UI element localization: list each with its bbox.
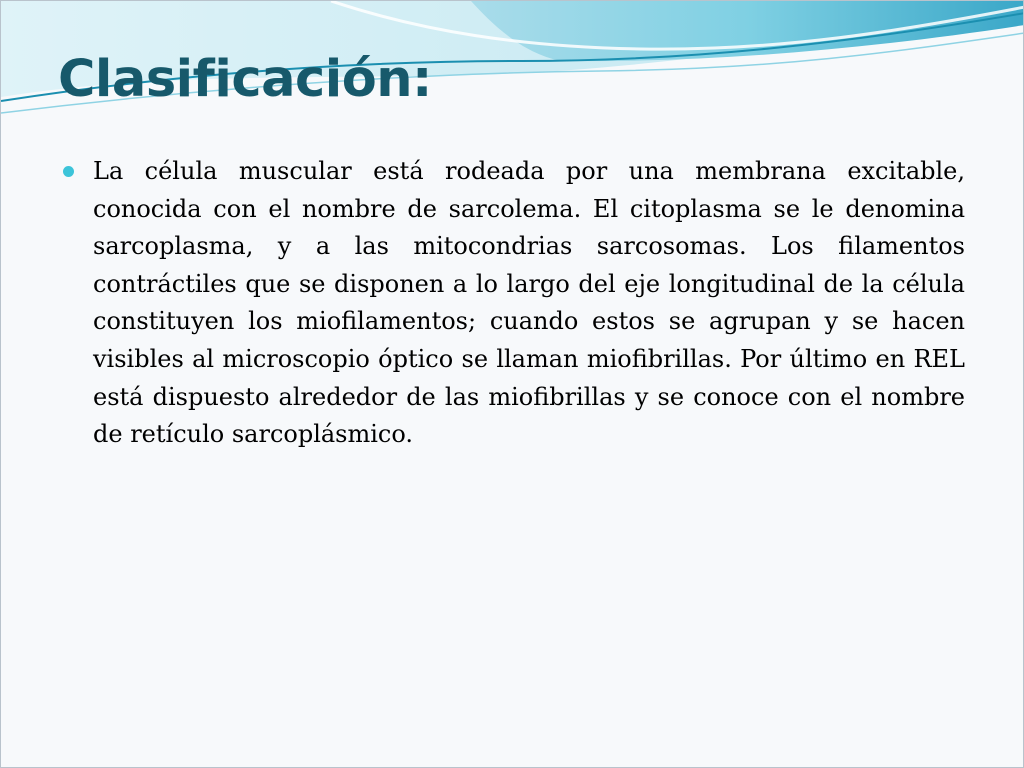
slide-content xyxy=(62,153,965,454)
bullet-item xyxy=(62,153,965,454)
bullet-dot-icon xyxy=(63,166,74,177)
slide-title: Clasificación: xyxy=(58,50,432,109)
wave-main-band xyxy=(471,1,1024,61)
bullet-text: La célula muscular está rodeada por una membrana excitable, conocida con el nombre de sarcolema. El citoplasma se le denomina sarcoplasma, y a las mitocondrias sarcosomas. Los filamentos contráctiles que se disponen a lo largo del eje longitudinal de la célula constituyen los miofilamentos; cuando estos se agrupan y se hacen visibles al microscopio óptico se llaman miofibrillas. Por último en REL está dispuesto alrededor de las miofibrillas y se conoce con el nombre de retículo sarcoplásmico. xyxy=(93,157,965,449)
